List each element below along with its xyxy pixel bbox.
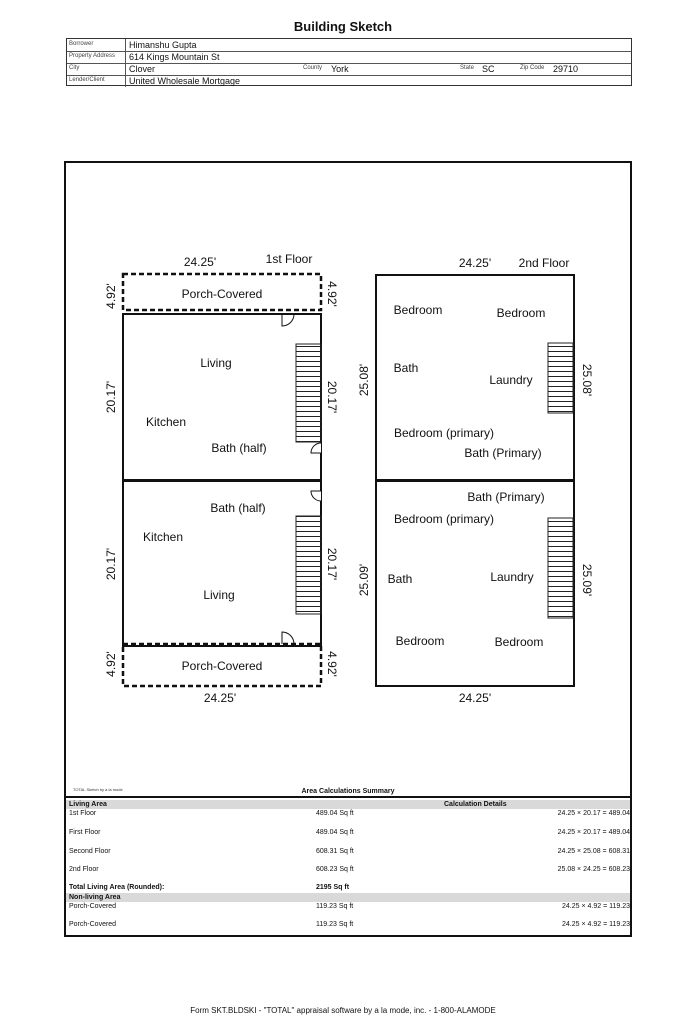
calc-row-area: 489.04 Sq ft — [316, 810, 354, 817]
room-bath-half-lower: Bath (half) — [210, 501, 266, 515]
sketch-credit: TOTAL Sketch by a la mode — [73, 787, 123, 792]
room-bedroom-2d: Bedroom — [494, 635, 544, 649]
calc-row-detail: 24.25 × 20.17 = 489.04 — [557, 810, 630, 817]
zip-label: Zip Code — [520, 65, 545, 71]
room-bath-half-upper: Bath (half) — [211, 441, 267, 455]
floor1-title: 1st Floor — [265, 252, 313, 266]
state-value: SC — [482, 64, 495, 74]
calc-row-area: 608.31 Sq ft — [316, 848, 354, 855]
floor2-width-bottom: 24.25' — [458, 691, 492, 705]
room-laundry-2-upper: Laundry — [489, 373, 533, 387]
door-arc-lower — [282, 632, 294, 644]
county-value: York — [331, 64, 349, 74]
document-title: Building Sketch — [293, 19, 393, 34]
porch-dim-left-top: 4.92' — [104, 283, 118, 309]
calc-row-name: First Floor — [69, 829, 101, 836]
calc-row-name: Second Floor — [69, 848, 111, 855]
borrower-value: Himanshu Gupta — [129, 40, 197, 50]
form-footer: Form SKT.BLDSKI - "TOTAL" appraisal software by a la mode, inc. - 1-800-ALAMODE — [190, 1006, 496, 1015]
state-label: State — [460, 65, 475, 71]
first-floor-plan — [123, 274, 321, 686]
room-kitchen-upper: Kitchen — [145, 415, 187, 429]
room-bath-primary-upper: Bath (Primary) — [464, 446, 542, 460]
room-bedroom-2b: Bedroom — [496, 306, 546, 320]
calc-row-detail: 24.25 × 4.92 = 119.23 — [562, 903, 630, 910]
county-label: County — [303, 65, 323, 71]
city-label: City — [69, 65, 80, 71]
borrower-label: Borrower — [69, 41, 94, 47]
calc-row-area: 119.23 Sq ft — [316, 921, 354, 928]
room-bedroom-primary-lower: Bedroom (primary) — [393, 512, 495, 526]
unit2-upper-dim-left: 25.08' — [357, 363, 371, 397]
room-bath-primary-lower: Bath (Primary) — [467, 490, 545, 504]
living-area-header: Living Area — [69, 801, 107, 808]
room-bath-2-upper: Bath — [393, 361, 419, 375]
area-calc-title: Area Calculations Summary — [301, 788, 395, 795]
calc-row-name: Porch-Covered — [69, 903, 117, 910]
floor2-width-top: 24.25' — [458, 256, 492, 270]
property-header-table — [66, 38, 632, 86]
room-bath-2-lower: Bath — [387, 572, 413, 586]
address-value: 614 Kings Mountain St — [129, 52, 220, 62]
stairs-lower-unit — [296, 516, 321, 614]
calc-row-area: 489.04 Sq ft — [316, 829, 354, 836]
calc-row-name: 2nd Floor — [69, 866, 99, 873]
lender-value: United Wholesale Mortgage — [129, 76, 241, 86]
porch-dim-right-bottom: 4.92' — [325, 651, 339, 677]
unit2-lower-dim-right: 25.09' — [580, 563, 594, 597]
room-kitchen-lower: Kitchen — [142, 530, 184, 544]
calc-details-header: Calculation Details — [444, 801, 507, 808]
calc-row-detail: 24.25 × 25.08 = 608.31 — [557, 848, 630, 855]
unit-upper-dim-left: 20.17' — [104, 380, 118, 414]
stairs-unit2-upper — [548, 343, 573, 413]
area-calc-table — [66, 797, 630, 935]
stairs-upper-unit — [296, 344, 321, 442]
stairs-unit2-lower — [548, 518, 573, 618]
room-bedroom-2c: Bedroom — [395, 634, 445, 648]
room-laundry-2-lower: Laundry — [490, 570, 534, 584]
calc-row-name: Porch-Covered — [69, 921, 117, 928]
unit2-lower-dim-left: 25.09' — [357, 563, 371, 597]
address-label: Property Address — [69, 53, 116, 59]
floor1-width-bottom: 24.25' — [203, 691, 237, 705]
calc-row-detail: 24.25 × 20.17 = 489.04 — [557, 829, 630, 836]
room-bedroom-2a: Bedroom — [393, 303, 443, 317]
zip-value: 29710 — [553, 64, 579, 74]
living-area-header-bar — [66, 800, 630, 809]
calc-row-name: 1st Floor — [69, 810, 97, 817]
porch-bottom-label: Porch-Covered — [181, 659, 263, 673]
room-living-lower: Living — [203, 588, 235, 602]
room-bedroom-primary-upper: Bedroom (primary) — [393, 426, 495, 440]
total-living-value: 2195 Sq ft — [316, 884, 350, 891]
floor-plan-sketch — [64, 161, 632, 801]
unit2-upper-dim-right: 25.08' — [580, 363, 594, 397]
calc-row-detail: 24.25 × 4.92 = 119.23 — [562, 921, 630, 928]
porch-dim-left-bottom: 4.92' — [104, 651, 118, 677]
door-arc-upper — [282, 314, 294, 326]
door-arc-middle-upper — [311, 443, 321, 453]
nonliving-header: Non-living Area — [69, 894, 121, 901]
total-living-label: Total Living Area (Rounded): — [69, 884, 165, 891]
unit-upper-dim-right: 20.17' — [325, 380, 339, 414]
door-arc-middle-lower — [311, 491, 321, 501]
floor1-width-top: 24.25' — [183, 255, 217, 269]
calc-row-detail: 25.08 × 24.25 = 608.23 — [557, 866, 630, 873]
unit-lower-dim-left: 20.17' — [104, 547, 118, 581]
nonliving-header-bar — [66, 893, 630, 902]
unit-lower-dim-right: 20.17' — [325, 547, 339, 581]
second-floor-plan — [376, 275, 574, 686]
calc-row-area: 119.23 Sq ft — [316, 903, 354, 910]
room-living-upper: Living — [200, 356, 232, 370]
floor2-title: 2nd Floor — [518, 256, 570, 270]
calc-row-area: 608.23 Sq ft — [316, 866, 354, 873]
lender-label: Lender/Client — [69, 77, 105, 83]
city-value: Clover — [129, 64, 156, 74]
header-row-lender — [67, 75, 631, 87]
unit-upper-outline — [123, 314, 321, 480]
porch-dim-right-top: 4.92' — [325, 281, 339, 307]
porch-top-label: Porch-Covered — [181, 287, 263, 301]
